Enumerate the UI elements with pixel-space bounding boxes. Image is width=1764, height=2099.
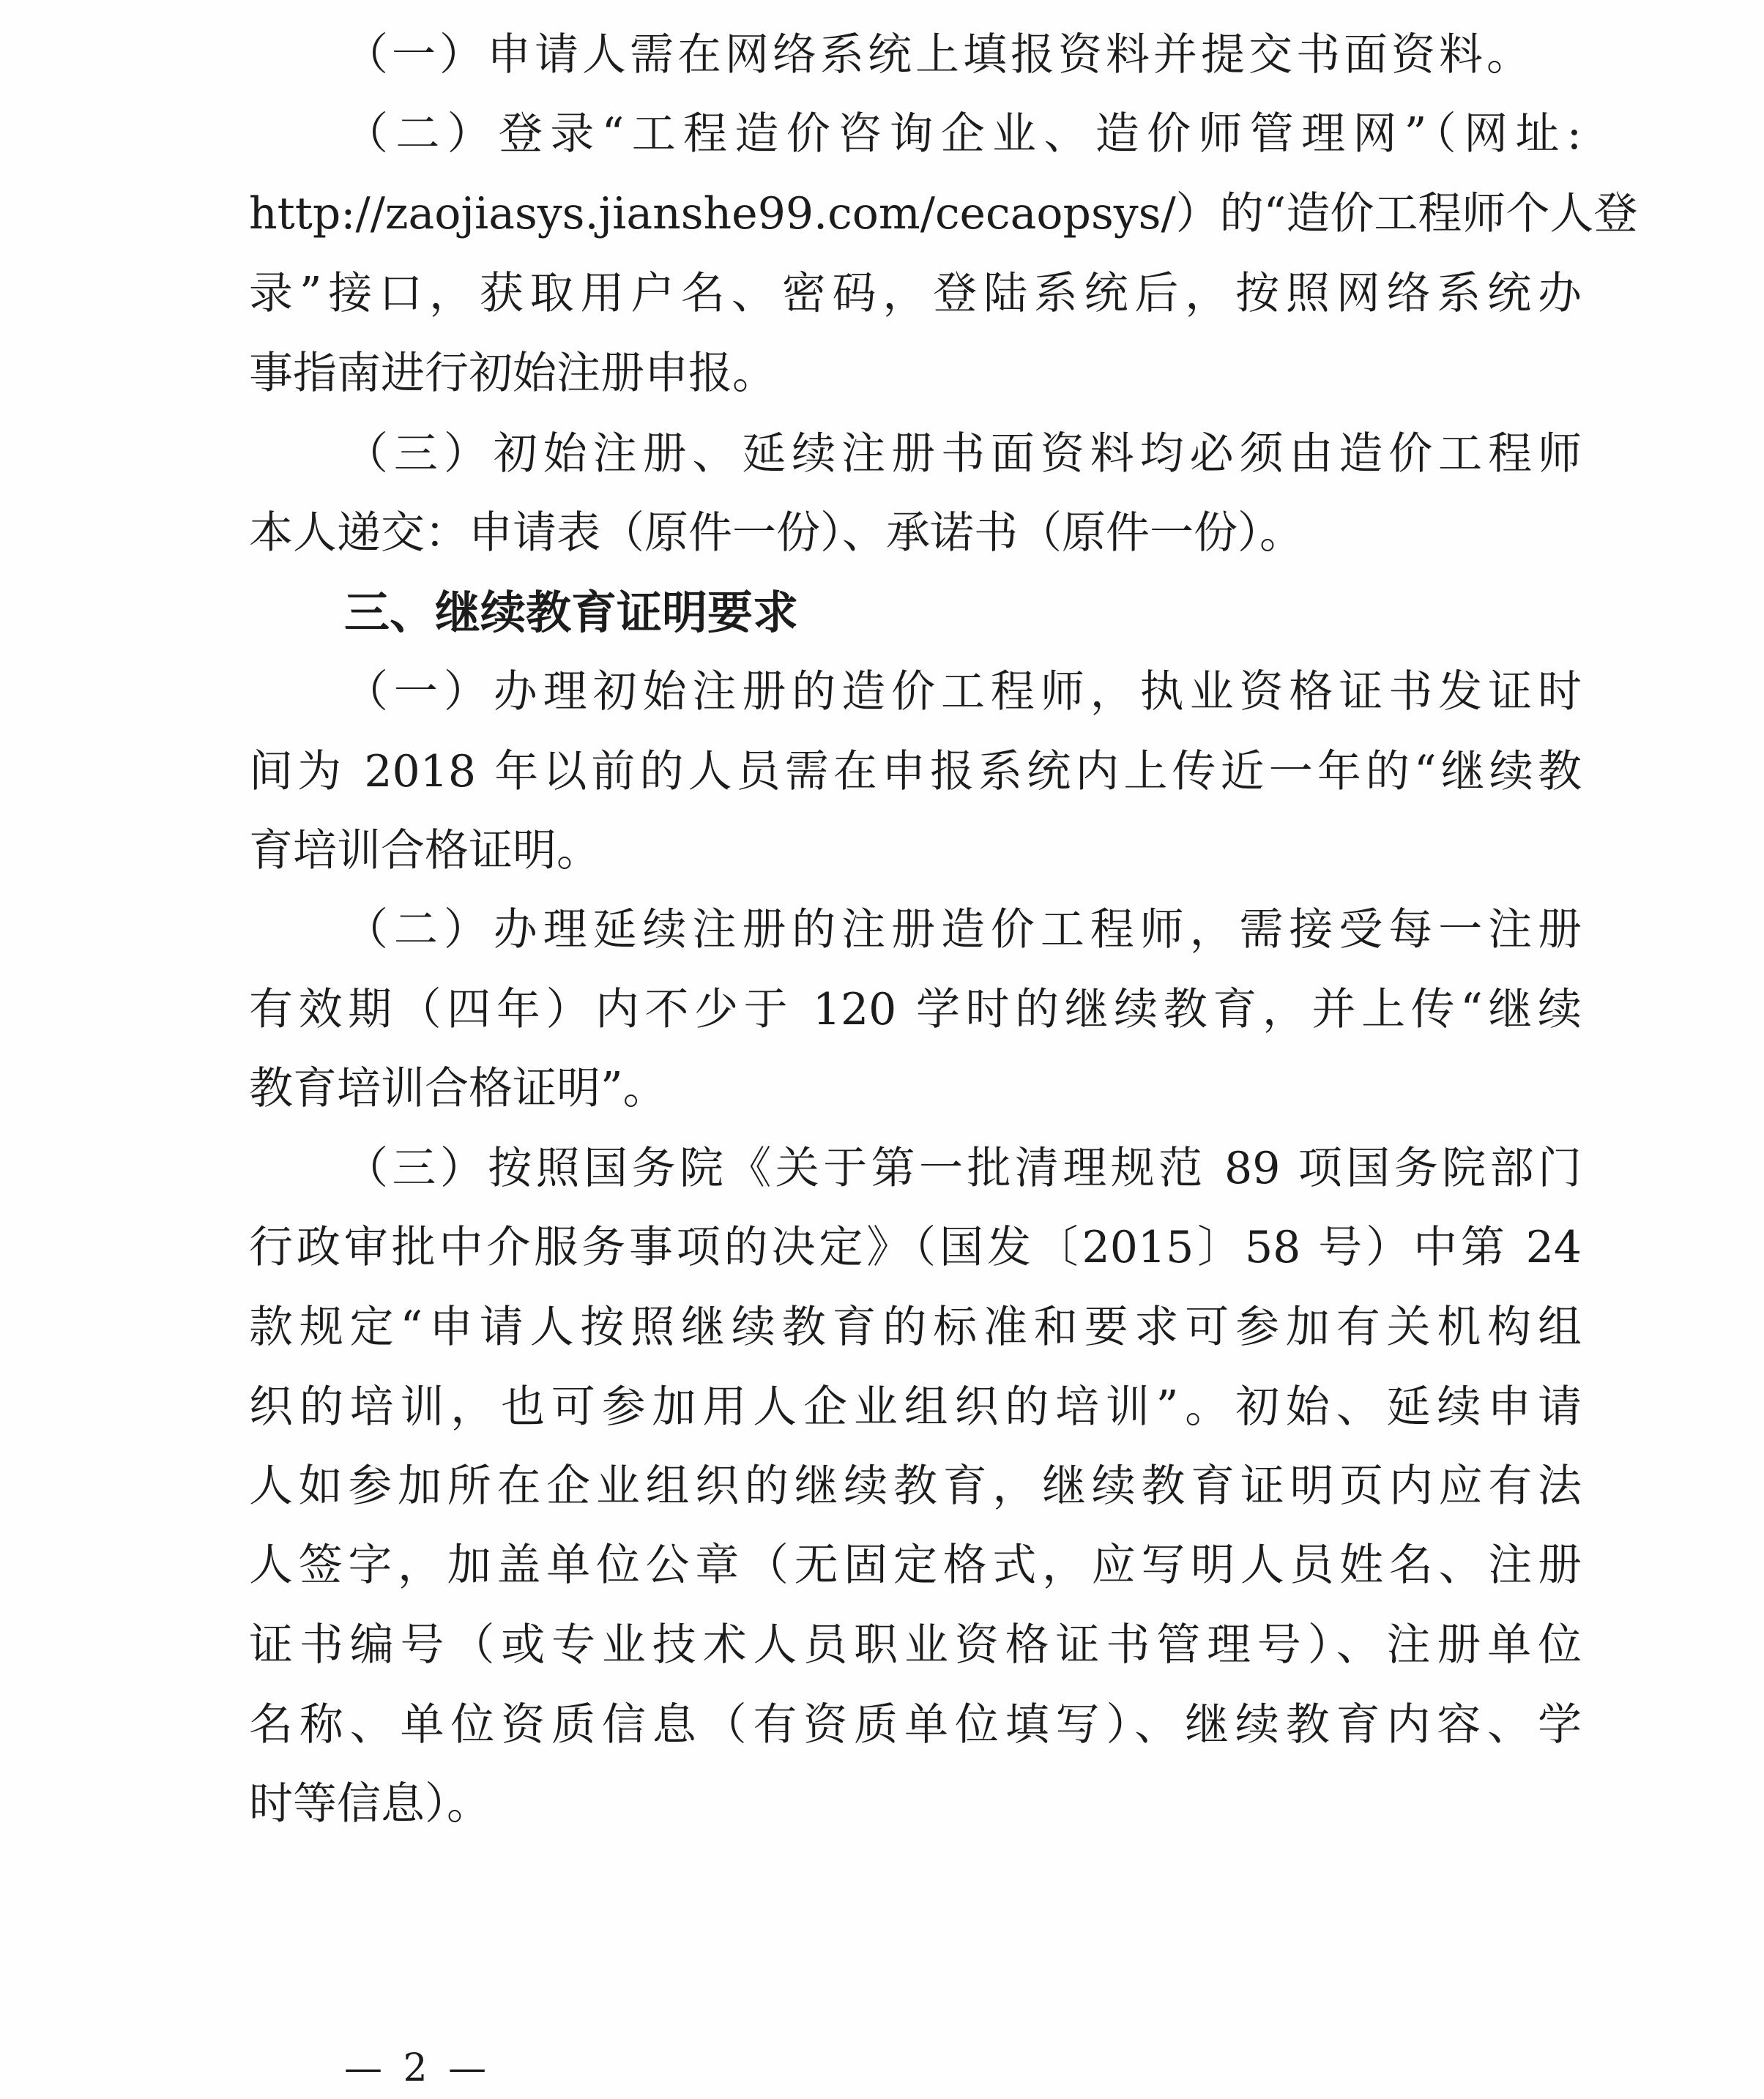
- paragraph-line: （一）申请人需在网络系统上填报资料并提交书面资料。: [344, 29, 1530, 81]
- paragraph-line: 行政审批中介服务事项的决定》（国发〔2015〕58 号）中第 24: [249, 1222, 1582, 1273]
- paragraph-line: 款规定“申请人按照继续教育的标准和要求可参加有关机构组: [249, 1302, 1582, 1353]
- paragraph-line: http://zaojiasys.jianshe99.com/cecaopsys/）的“造价工程师个人登: [249, 188, 1638, 239]
- paragraph-line: （三）初始注册、延续注册书面资料均必须由造价工程师: [344, 428, 1582, 480]
- page-number: — 2 —: [344, 2046, 491, 2090]
- paragraph-line: （三）按照国务院《关于第一批清理规范 89 项国务院部门: [344, 1143, 1582, 1194]
- paragraph-line: （一）办理初始注册的造价工程师，执业资格证书发证时: [344, 666, 1582, 717]
- paragraph-line: （二）办理延续注册的注册造价工程师，需接受每一注册: [344, 904, 1582, 955]
- paragraph-line: 教育培训合格证明”。: [249, 1063, 667, 1114]
- paragraph-line: 证书编号（或专业技术人员职业资格证书管理号）、注册单位: [249, 1619, 1582, 1671]
- paragraph-line: 间为 2018 年以前的人员需在申报系统内上传近一年的“继续教: [249, 746, 1582, 797]
- paragraph-line: 时等信息）。: [249, 1778, 491, 1830]
- paragraph-line: 织的培训，也可参加用人企业组织的培训”。初始、延续申请: [249, 1382, 1582, 1433]
- paragraph-line: 录”接口，获取用户名、密码，登陆系统后，按照网络系统办: [249, 268, 1582, 319]
- paragraph-line: 名称、单位资质信息（有资质单位填写）、继续教育内容、学: [249, 1699, 1582, 1751]
- paragraph-line: 事指南进行初始注册申报。: [249, 348, 776, 399]
- section-heading: 三、继续教育证明要求: [344, 586, 799, 639]
- paragraph-line: （二）登录“工程造价咨询企业、造价师管理网”（网址:: [344, 108, 1582, 160]
- paragraph-line: 育培训合格证明。: [249, 825, 600, 876]
- paragraph-line: 本人递交：申请表（原件一份）、承诺书（原件一份）。: [249, 507, 1303, 559]
- paragraph-line: 人签字，加盖单位公章（无固定格式，应写明人员姓名、注册: [249, 1540, 1582, 1591]
- paragraph-line: 有效期（四年）内不少于 120 学时的继续教育，并上传“继续: [249, 984, 1582, 1035]
- paragraph-line: 人如参加所在企业组织的继续教育，继续教育证明页内应有法: [249, 1461, 1582, 1512]
